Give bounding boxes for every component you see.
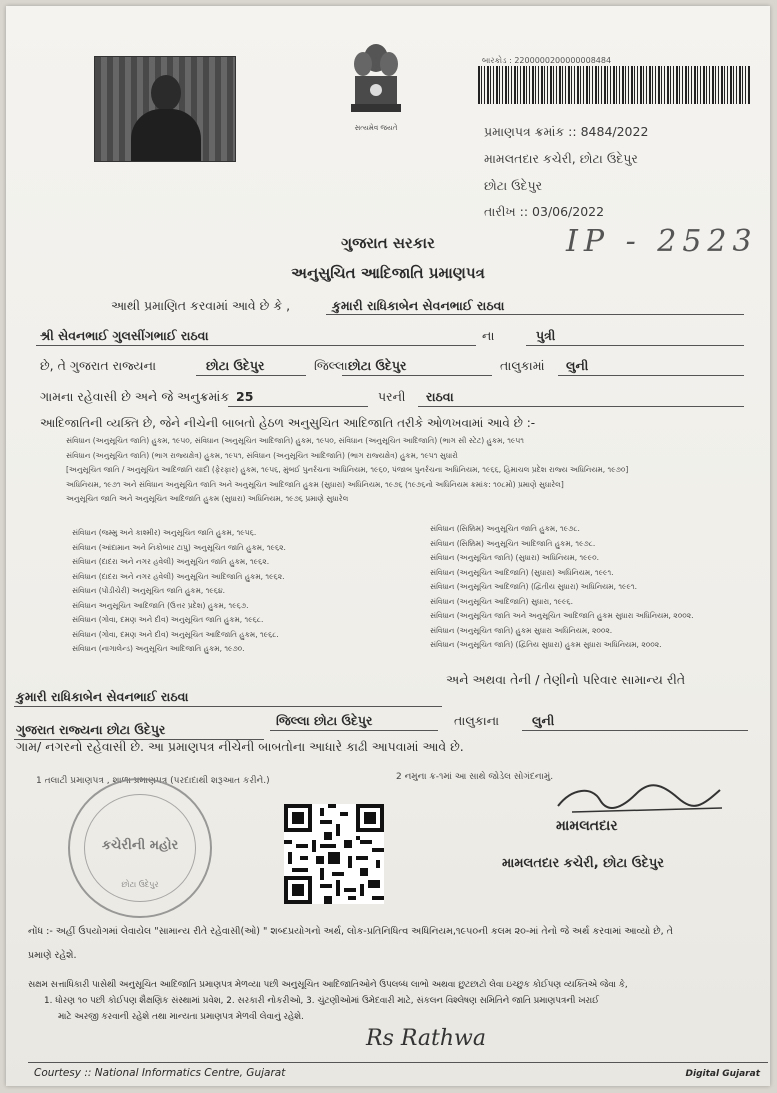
district-value-2: છોટા ઉદેપુર (348, 358, 407, 373)
note-4: માટે અરજી કરવાની રહેશે તથા માન્યતા પ્રમાણપત્ર મેળવી લેવાનું રહેશે. (58, 1012, 304, 1022)
order-right-item: સંવિધાન (અનુસૂચિત જાતિ) (દ્વિતિય સુધારા) હુકમ સુધારા અધિનિયમ, ૨૦૦૨. (430, 640, 662, 649)
order-left-item: સંવિધાન (ગોવા, દમણ અને દીવ) અનુસૂચિત જાતિ હુકમ, ૧૯૬૮. (72, 615, 264, 624)
district-label: જિલ્લા (314, 358, 348, 373)
issue-date: તારીખ :: 03/06/2022 (484, 204, 605, 219)
order-top-item: સંવિધાન (અનુસૂચિત જાતિ) (ભાગ રાજ્યક્ષેત્ર) હુકમ, ૧૯૫૧, સંવિધાન (અનુસૂચિત આદિજાતિ) (ભાગ રાજ્યક્ષેત્ર) હુકમ, ૧૯૫૧ સુધારો (66, 450, 458, 460)
village-text: ગામના રહેવાસી છે અને જે અનુક્રમાંક (40, 389, 230, 404)
basis-2: 2 નમુના ક્ર-૧માં આ સાથે જોડેલ સોગંદનામું. (396, 772, 554, 782)
order-right-item: સંવિધાન (સિક્કિમ) અનુસૂચિત જાતિ હુકમ, ૧૯૭૮. (430, 524, 580, 533)
signatory-office: મામલતદાર કચેરી, છોટા ઉદેપુર (502, 856, 664, 871)
mamlatdar-signature (552, 778, 732, 818)
note-1: નોંધ :- અહીં ઉપયોગમાં લેવાયેલ "સામાન્ય રીતે રહેવાસી(ઓ) " શબ્દપ્રયોગનો અર્થ, લોક-પ્રતિનિધિત્વ અધિનિયમ,૧૯૫૦ની કલમ ૨૦-માં તેનો જે અર્થ કરવામાં આવ્યો છે, તે (28, 926, 673, 937)
order-left-item: સંવિધાન (નાગાલેન્ડ) અનુસૂચિત આદિજાતિ હુકમ, ૧૯૭૦. (72, 644, 245, 653)
emblem-caption: સત્યમેવ જયતે (354, 124, 398, 132)
qr-code (284, 804, 384, 904)
taluka2-label: તાલુકાના (454, 713, 500, 728)
father-name: શ્રી સેવનભાઈ ગુલસીંગભાઈ રાઠવા (40, 328, 209, 343)
order-left-item: સંવિધાન (ગોવા, દમણ અને દીવ) અનુસૂચિત આદિજાતિ હુકમ, ૧૯૬૮. (72, 629, 279, 639)
tribe-name: રાઠવા (426, 389, 454, 404)
order-left-item: સંવિધાન અનુસૂચિત આદિજાતિ (ઉત્તર પ્રદેશ) હુકમ, ૧૯૬૭. (72, 600, 249, 610)
order-right-item: સંવિધાન (અનુસૂચિત આદિજાતિ) સુધારા, ૧૯૯૬. (430, 596, 574, 606)
order-right-item: સંવિધાન (અનુસૂચિત જાતિ અને અનુસૂચિત આદિજાતિ હુકમ સુધારા અધિનિયમ, ૨૦૦૨. (430, 611, 694, 620)
order-left-item: સંવિધાન (જમ્મુ અને કાશ્મીર) અનુસૂચિત જાતિ હુકમ, ૧૯૫૬. (72, 528, 257, 537)
government-title: ગુજરાત સરકાર (341, 234, 435, 252)
signatory-role: મામલતદાર (556, 818, 618, 834)
certificate-title: અનુસુચિત આદિજાતિ પ્રમાણપત્ર (291, 264, 485, 282)
taluka2-value: લુની (532, 713, 555, 728)
order-left-item: સંવિધાન (દાદરા અને નગર હવેલી) અનુસૂચિત જાતિ હુકમ, ૧૯૬૨. (72, 557, 270, 566)
note-1b: પ્રમાણે રહેશે. (28, 950, 77, 961)
note-2: સક્ષમ સત્તાધિકારી પાસેથી અનુસૂચિત આદિજાતિ પ્રમાણપત્ર મેળવ્યા પછી અનુસૂચિત આદિજાતિઓને ઉપલબ્ધ લાભો અથવા છુટછાટો લેવા ઇચ્છુક કોઈપણ વ્યક્તિએ જેવા કે, (28, 980, 628, 990)
state-label: છે, તે ગુજરાત રાજ્યના (40, 358, 157, 373)
taluka-value: લુની (566, 358, 589, 373)
applicant-name-2: કુમારી રાધિકાબેન સેવનભાઈ રાઠવા (16, 689, 189, 704)
order-top-item: અધિનિયમ, ૧૯૭૧ અને સંવિધાન અનુસૂચિત જાતિ અને અનુસૂચિત આદિજાતિ હુકમ (સુધારા) અધિનિયમ, ૧૯૭૬ (૧૯૭૬નો અધિનિયમ ક્રમાંક: ૧૦૮મો) પ્રમાણે સુધારેલ] (66, 479, 564, 489)
order-top-item: [અનુસૂચિત જાતિ / અનુસૂચિત આદિજાતિ યાદી (ફેરફાર) હુકમ, ૧૯૫૬, મુંબઈ પુનર્રચના અધિનિયમ, ૧૯૬૦, પંજાબ પુનર્રચના અધિનિયમ, ૧૯૬૬, હિમાચલ પ્રદેશ રાજ્ય અધિનિયમ, ૧૯૭૦] (66, 465, 629, 474)
orders-left (72, 526, 402, 657)
order-right-item: સંવિધાન (અનુસૂચિત જાતિ) હુકમ સુધારા અધિનિયમ, ૨૦૦૨. (430, 625, 613, 635)
national-emblem-icon (341, 40, 411, 126)
certify-prefix: આથી પ્રમાણિત કરવામાં આવે છે કે , (111, 298, 291, 313)
barcode-label: બારકોડ : 2200000200000008484 (482, 56, 612, 65)
orders-top (66, 434, 746, 507)
orders-right (430, 522, 750, 653)
order-left-item: સંવિધાન (આંદામાન અને નિકોબાર ટાપુ) અનુસૂચિત જાતિ હુકમ, ૧૯૬૨. (72, 542, 286, 552)
order-top-item: સંવિધાન (અનુસૂચિત જાતિ) હુકમ, ૧૯૫૦, સંવિધાન (અનુસૂચિત આદિજાતિ) હુકમ, ૧૯૫૦, સંવિધાન (અનુસૂચિત આદિજાતિ) (ભાગ સી સ્ટેટ) હુકમ, ૧૯૫૧ (66, 436, 524, 445)
seal-subtext: છોટા ઉદેપુર (121, 880, 159, 889)
certificate-page (6, 6, 770, 1086)
handwritten-signature: Rs Rathwa (366, 1026, 486, 1051)
resident-text: ગામ/ નગરનો રહેવાસી છે. આ પ્રમાણપત્ર નીચેની બાબતોના આધારે કાઢી આપવામાં આવે છે. (16, 739, 464, 754)
office-seal (68, 778, 212, 918)
order-right-item: સંવિધાન (અનુસૂચિત આદિજાતિ) (દ્વિતીય સુધારા) અધિનિયમ, ૧૯૯૧. (430, 582, 637, 591)
order-left-item: સંવિધાન (દાદરા અને નગર હવેલી) અનુસૂચિત આદિજાતિ હુકમ, ૧૯૬૨. (72, 571, 285, 581)
na-label: ના (482, 328, 495, 343)
order-left-item: સંવિધાન (પોંડીચેરી) અનુસૂચિત જાતિ હુકમ, ૧૯૬૪. (72, 586, 226, 595)
basis-1: 1 તલાટી પ્રમાણપત્ર , શાળા પ્રમાણપત્ર (પરદાદાથી શરૂઆત કરીને.) (36, 776, 270, 786)
applicant-name: કુમારી રાધિકાબેન સેવનભાઈ રાઠવા (332, 298, 505, 313)
seal-text: કચેરીની મહોર (101, 838, 179, 853)
applicant-photo (94, 56, 236, 162)
serial-number: 25 (236, 389, 254, 404)
digital-gujarat-text: Digital Gujarat (685, 1069, 760, 1079)
parni-label: પરની (378, 389, 406, 404)
order-right-item: સંવિધાન (અનુસૂચિત આદિજાતિ) (સુધારા) અધિનિયમ, ૧૯૯૧. (430, 567, 614, 577)
barcode (478, 66, 750, 104)
order-top-item: અનુસૂચિત જાતિ અને અનુસૂચિત આદિજાતિ હુકમ (સુધારા) અધિનિયમ, ૧૯૭૬ પ્રમાણે સુધારેલ (66, 494, 349, 503)
order-right-item: સંવિધાન (અનુસૂચિત જાતિ) (સુધારા) અધિનિયમ, ૧૯૯૦. (430, 553, 599, 562)
office-place: છોટા ઉદેપુર (484, 178, 543, 193)
office-name: મામલતદાર કચેરી, છોટા ઉદેપુર (484, 151, 638, 166)
note-3: 1. ધોરણ ૧૦ પછી કોઈપણ શૈક્ષણિક સંસ્થામાં પ્રવેશ, 2. સરકારી નોકરીઓ, 3. ચુંટણીઓમાં ઉમેદવારી માટે, સંકલન વિશ્લેષણ સમિતિને જાતિ પ્રમાણપત્રની ખરાઈ (44, 996, 599, 1006)
handwritten-reference: IP - 2523 (566, 224, 758, 259)
family-text: અને અથવા તેની / તેણીનો પરિવાર સામાન્ય રીતે (446, 672, 686, 687)
district-2: જિલ્લા છોટા ઉદેપુર (276, 713, 373, 728)
order-right-item: સંવિધાન (સિક્કિમ) અનુસૂચિત આદિજાતિ હુકમ, ૧૯૭૮. (430, 538, 596, 548)
relation: પુત્રી (536, 328, 556, 343)
state-district: ગુજરાત રાજ્યના છોટા ઉદેપુર (16, 722, 166, 737)
taluka-label: તાલુકામાં (500, 358, 545, 373)
certificate-number: પ્રમાણપત્ર ક્રમાંક :: 8484/2022 (484, 124, 649, 139)
district-value: છોટા ઉદેપુર (206, 358, 265, 373)
footer (28, 1062, 768, 1085)
recognition-text: આદિજાતિની વ્યક્તિ છે, જેને નીચેની બાબતો હેઠળ અનુસુચિત આદિજાતિ તરીકે ઓળખવામાં આવે છે :- (40, 416, 536, 430)
courtesy-text: Courtesy :: National Informatics Centre, Gujarat (34, 1067, 286, 1079)
